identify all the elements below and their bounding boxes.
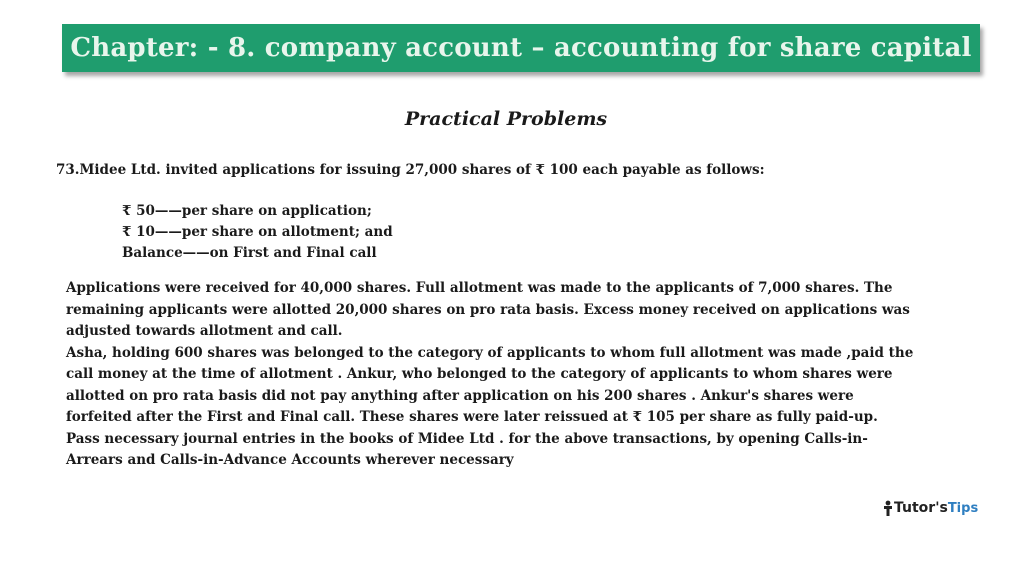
problem-intro: 73.Midee Ltd. invited applications for issuing 27,000 shares of ₹ 100 each payable as follows: (56, 162, 765, 178)
tutors-tips-logo (883, 500, 978, 516)
chapter-banner (62, 24, 980, 72)
problem-body (66, 278, 984, 472)
chapter-title: Chapter: - 8. company account – accounting for share capital (70, 33, 972, 63)
body-line: Arrears and Calls-in-Advance Accounts wherever necessary (66, 452, 514, 468)
body-line: remaining applicants were allotted 20,000 shares on pro rata basis. Excess money received on applications was (66, 301, 910, 318)
logo-accent: Tips (947, 501, 979, 516)
tutor-figure-icon (883, 500, 893, 516)
term-final-call: Balance——on First and Final call (122, 245, 377, 261)
body-line: Pass necessary journal entries in the books of Midee Ltd . for the above transactions, by opening Calls-in- (66, 430, 868, 447)
body-line: call money at the time of allotment . Ankur, who belonged to the category of applicants to whom shares were (66, 366, 893, 382)
body-line: allotted on pro rata basis did not pay anything after application on his 200 shares . Ankur's shares were (66, 387, 854, 404)
body-line: Applications were received for 40,000 shares. Full allotment was made to the applicants of 7,000 shares. The (66, 280, 893, 296)
body-line: Asha, holding 600 shares was belonged to the category of applicants to whom full allotment was made ,paid the (66, 344, 914, 361)
logo-text: Tutor's (894, 500, 948, 516)
term-application: ₹ 50——per share on application; (122, 203, 372, 219)
payment-terms (122, 201, 393, 264)
body-line: adjusted towards allotment and call. (66, 323, 343, 339)
section-subtitle: Practical Problems (404, 108, 608, 130)
body-line: forfeited after the First and Final call. These shares were later reissued at ₹ 105 per share as fully paid-up. (66, 409, 878, 425)
term-allotment: ₹ 10——per share on allotment; and (122, 224, 393, 240)
